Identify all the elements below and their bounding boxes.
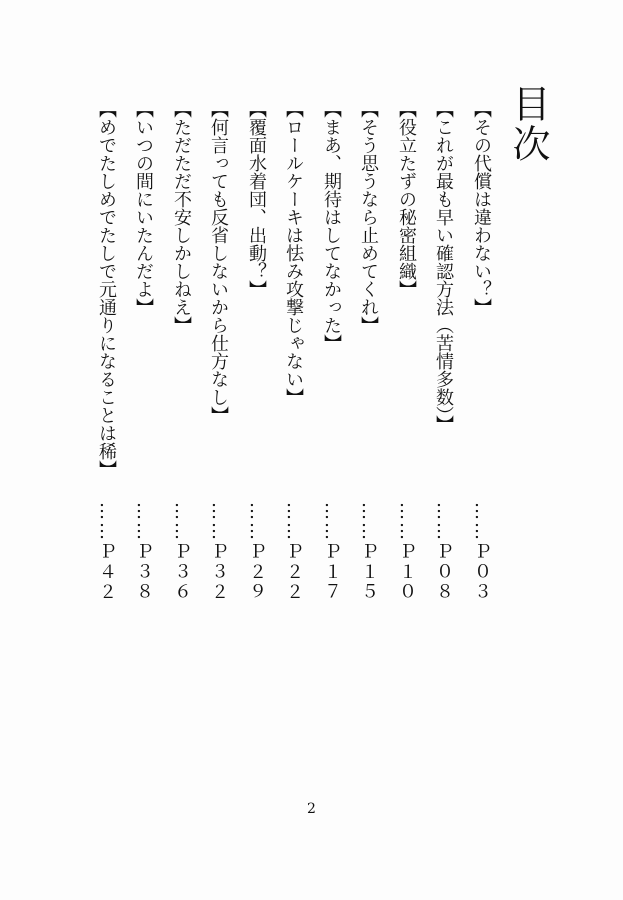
toc-entry-title: 【ロールケーキは怯み攻撃じゃない】 [283,100,304,406]
toc-entry-page: ……Ｐ１０ [396,502,417,602]
toc-entry-title: 【めでたしめでたしで元通りになることは稀】 [96,100,117,478]
toc-entry [128,100,158,620]
toc-entry-title: 【いつの間にいたんだよ】 [133,100,154,316]
toc-entry-page: ……Ｐ１７ [321,502,342,602]
toc-entry-page: ……Ｐ０３ [471,502,492,602]
toc-entry [278,100,308,620]
toc-entry-title: 【まあ、期待はしてなかった】 [321,100,342,352]
toc-title: 目次 [506,84,550,164]
toc-entry-page: ……Ｐ３２ [208,502,229,602]
toc-entry-title: 【そう思うなら止めてくれ】 [358,100,379,334]
toc-entry-title: 【何言っても反省しないから仕方なし】 [208,100,229,424]
toc-entry [428,100,458,620]
toc-entry-title: 【覆面水着団、出動？】 [246,100,267,298]
toc-entry [353,100,383,620]
toc-entry [391,100,421,620]
toc-entry-title: 【ただただ不安しかしねえ】 [171,100,192,334]
toc-entry-title: 【役立たずの秘密組織】 [396,100,417,298]
toc-entry-page: ……Ｐ２９ [246,502,267,602]
toc-entry-page: ……Ｐ３６ [171,502,192,602]
toc-entry [203,100,233,620]
toc-entry [241,100,271,620]
toc-entry [316,100,346,620]
toc-entry-page: ……Ｐ０８ [433,502,454,602]
toc-entry-title: 【その代償は違わない？】 [471,100,492,316]
toc-entry-page: ……Ｐ３８ [133,502,154,602]
toc-entry [466,100,496,620]
page-number: 2 [307,801,316,817]
toc-entry-title: 【これが最も早い確認方法（苦情多数）】 [433,100,454,433]
toc-entry-page: ……Ｐ１５ [358,502,379,602]
toc-entry [91,100,121,620]
toc-entry-page: ……Ｐ４２ [96,502,117,602]
toc-entry-page: ……Ｐ２２ [283,502,304,602]
toc-entry [166,100,196,620]
